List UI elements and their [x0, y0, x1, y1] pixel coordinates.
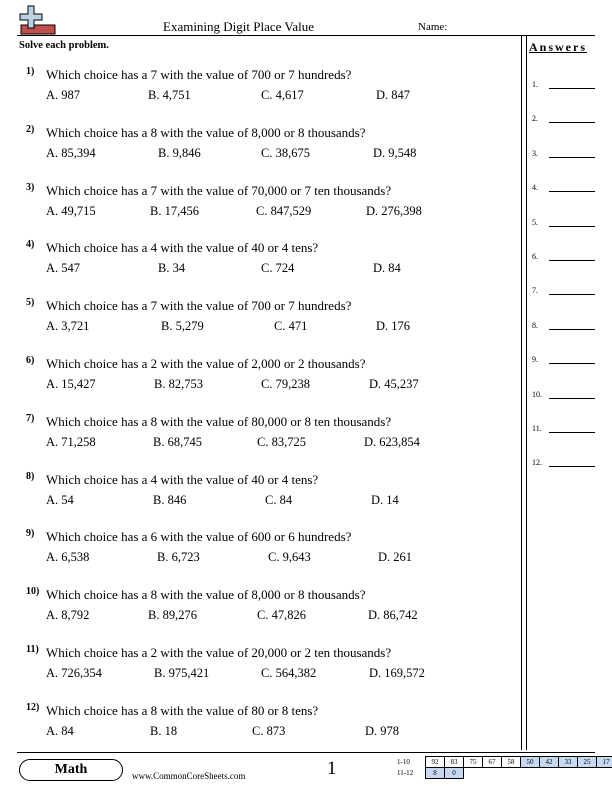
answer-blank-7[interactable]: [532, 286, 596, 300]
footer-divider: [17, 752, 595, 753]
answer-number: 7.: [532, 286, 538, 296]
answer-number: 1.: [532, 80, 538, 89]
answer-choice: C. 873: [252, 723, 286, 738]
answer-number: 12.: [532, 458, 542, 468]
answer-choice: A. 3,721: [46, 319, 90, 334]
answer-number: 5.: [532, 217, 538, 227]
answer-choice: D. 176: [376, 319, 411, 334]
question-text: Which choice has a 7 with the value of 700 or 7 hundreds?: [46, 67, 352, 82]
answer-choice: B. 18: [150, 723, 178, 738]
question-number: 12): [26, 701, 40, 713]
answer-line[interactable]: [549, 226, 595, 227]
website-link: www.CommonCoreSheets.com: [132, 771, 246, 781]
answer-number: 4.: [532, 183, 538, 193]
worksheet-title: Examining Digit Place Value: [163, 19, 315, 34]
answer-line[interactable]: [549, 398, 595, 399]
math-plus-logo: [17, 4, 57, 36]
answer-choice: C. 4,617: [261, 88, 304, 102]
answer-blank-2[interactable]: [532, 114, 596, 128]
answer-line[interactable]: [549, 466, 595, 467]
score-cell: 92: [426, 757, 445, 768]
answer-choice: C. 9,643: [268, 550, 311, 565]
answer-blank-9[interactable]: [532, 355, 596, 369]
header-divider: [17, 35, 595, 36]
answer-line[interactable]: [549, 260, 595, 261]
answer-line[interactable]: [549, 122, 595, 123]
score-cell: 42: [540, 757, 559, 768]
answer-blank-8[interactable]: [532, 321, 596, 335]
page-number: 1: [327, 758, 337, 779]
question-9: [0, 528, 520, 580]
answer-choice: A. 987: [46, 88, 81, 102]
question-text: Which choice has a 2 with the value of 20,000 or 2 ten thousands?: [46, 645, 392, 660]
answer-line[interactable]: [549, 88, 595, 89]
answer-choice: C. 83,725: [257, 434, 306, 449]
answer-line[interactable]: [549, 191, 595, 192]
answer-blank-1[interactable]: [532, 80, 596, 94]
answer-choice: D. 978: [365, 723, 400, 738]
question-number: 3): [26, 181, 35, 193]
answer-choice: D. 9,548: [373, 145, 417, 160]
answers-column-divider: [521, 35, 527, 750]
answer-choice: B. 846: [153, 492, 187, 507]
answer-choice: C. 471: [274, 319, 308, 334]
question-text: Which choice has a 4 with the value of 40 or 4 tens?: [46, 471, 319, 487]
score-row: [397, 757, 612, 768]
answer-choice: A. 54: [46, 492, 74, 507]
question-text: Which choice has a 2 with the value of 2,000 or 2 thousands?: [46, 356, 366, 371]
score-cell: 67: [483, 757, 502, 768]
answer-choice: D. 276,398: [366, 203, 422, 218]
math-badge: Math: [19, 759, 123, 781]
answer-blank-6[interactable]: [532, 252, 596, 266]
instructions: Solve each problem.: [19, 40, 109, 51]
question-text: Which choice has a 7 with the value of 700 or 7 hundreds?: [46, 298, 352, 314]
answer-line[interactable]: [549, 329, 595, 330]
answer-choice: D. 86,742: [368, 608, 418, 623]
answers-title: Answers: [529, 40, 587, 54]
question-text: Which choice has a 7 with the value of 70,000 or 7 ten thousands?: [46, 182, 392, 198]
score-table: [397, 756, 612, 779]
answer-choice: D. 847: [376, 88, 411, 102]
answer-choice: D. 84: [373, 261, 401, 276]
score-cell: 50: [521, 757, 540, 768]
question-number: 9): [26, 528, 35, 540]
answer-choice: A. 726,354: [46, 666, 102, 680]
score-cell: 25: [578, 757, 597, 768]
question-1: [0, 66, 520, 118]
score-cell: 8: [426, 768, 445, 779]
question-number: 11): [26, 644, 39, 655]
answer-choice: A. 547: [46, 261, 81, 276]
answer-choice: B. 17,456: [150, 203, 199, 218]
answer-choice: C. 724: [261, 261, 295, 276]
answer-blank-12[interactable]: [532, 458, 596, 472]
answer-choice: A. 49,715: [46, 203, 96, 218]
answer-choice: A. 6,538: [46, 550, 90, 565]
score-cell: 17: [597, 757, 612, 768]
answer-choice: C. 847,529: [256, 203, 312, 218]
answer-number: 11.: [532, 424, 542, 433]
answer-choice: D. 623,854: [364, 434, 420, 449]
question-number: 4): [26, 239, 35, 251]
answer-choice: D. 169,572: [369, 666, 425, 680]
answer-blank-5[interactable]: [532, 218, 596, 232]
answer-choice: C. 79,238: [261, 377, 310, 391]
answer-line[interactable]: [549, 294, 595, 295]
question-text: Which choice has a 4 with the value of 40 or 4 tens?: [46, 240, 319, 256]
question-10: [0, 586, 520, 638]
question-text: Which choice has a 8 with the value of 8,000 or 8 thousands?: [46, 587, 366, 603]
answer-choice: A. 8,792: [46, 608, 90, 623]
answer-number: 8.: [532, 320, 538, 330]
answer-choice: B. 5,279: [161, 319, 204, 334]
answer-choice: B. 6,723: [157, 550, 200, 565]
answer-choice: C. 564,382: [261, 666, 317, 680]
question-text: Which choice has a 8 with the value of 80 or 8 tens?: [46, 702, 319, 718]
score-row: [397, 768, 612, 779]
score-cell: 0: [445, 768, 464, 779]
question-3: [0, 182, 520, 234]
question-number: 7): [26, 412, 35, 424]
question-5: [0, 297, 520, 349]
answer-choice: B. 82,753: [154, 377, 203, 391]
answer-choice: A. 15,427: [46, 377, 96, 391]
answer-line[interactable]: [549, 363, 595, 364]
answer-choice: D. 261: [378, 550, 413, 565]
name-label: Name:: [418, 21, 448, 33]
answer-line[interactable]: [549, 432, 595, 433]
answer-number: 6.: [532, 252, 538, 261]
answer-blank-10[interactable]: [532, 390, 596, 404]
question-text: Which choice has a 8 with the value of 8,000 or 8 thousands?: [46, 124, 366, 140]
answer-choice: B. 975,421: [154, 666, 210, 680]
score-row-label: 1-10: [397, 758, 410, 766]
answer-number: 9.: [532, 355, 538, 365]
answer-number: 2.: [532, 114, 538, 124]
score-cell: 75: [464, 757, 483, 768]
answer-choice: D. 45,237: [369, 377, 419, 391]
question-number: 6): [26, 355, 35, 366]
score-cell: 83: [445, 757, 464, 768]
answer-blank-3[interactable]: [532, 149, 596, 163]
answer-blank-11[interactable]: [532, 424, 596, 438]
question-6: [0, 355, 520, 407]
answer-number: 10.: [532, 389, 542, 399]
answer-choice: C. 84: [265, 492, 293, 507]
question-11: [0, 644, 520, 696]
question-8: [0, 471, 520, 523]
question-text: Which choice has a 6 with the value of 600 or 6 hundreds?: [46, 529, 352, 545]
answer-choice: B. 89,276: [148, 608, 197, 623]
answer-choice: A. 84: [46, 723, 74, 738]
answer-choice: C. 47,826: [257, 608, 306, 623]
answer-blank-4[interactable]: [532, 183, 596, 197]
score-cell: 58: [502, 757, 521, 768]
question-text: Which choice has a 8 with the value of 80,000 or 8 ten thousands?: [46, 413, 392, 429]
question-number: 10): [26, 586, 40, 598]
answer-choice: B. 9,846: [158, 145, 201, 160]
answer-choice: A. 85,394: [46, 145, 96, 160]
answer-choice: B. 68,745: [153, 434, 202, 449]
answer-choice: B. 4,751: [148, 88, 191, 102]
question-number: 5): [26, 297, 35, 309]
answer-choice: C. 38,675: [261, 145, 310, 160]
score-cell: 33: [559, 757, 578, 768]
question-7: [0, 413, 520, 465]
score-row-label: 11-12: [397, 769, 414, 777]
question-number: 1): [26, 66, 35, 77]
question-number: 2): [26, 123, 35, 135]
question-4: [0, 239, 520, 291]
answer-choice: A. 71,258: [46, 434, 96, 449]
question-2: [0, 124, 520, 176]
answer-line[interactable]: [549, 157, 595, 158]
answer-number: 3.: [532, 148, 538, 158]
question-number: 8): [26, 470, 35, 482]
question-12: [0, 702, 520, 754]
answer-choice: D. 14: [371, 492, 399, 507]
answer-choice: B. 34: [158, 261, 186, 276]
